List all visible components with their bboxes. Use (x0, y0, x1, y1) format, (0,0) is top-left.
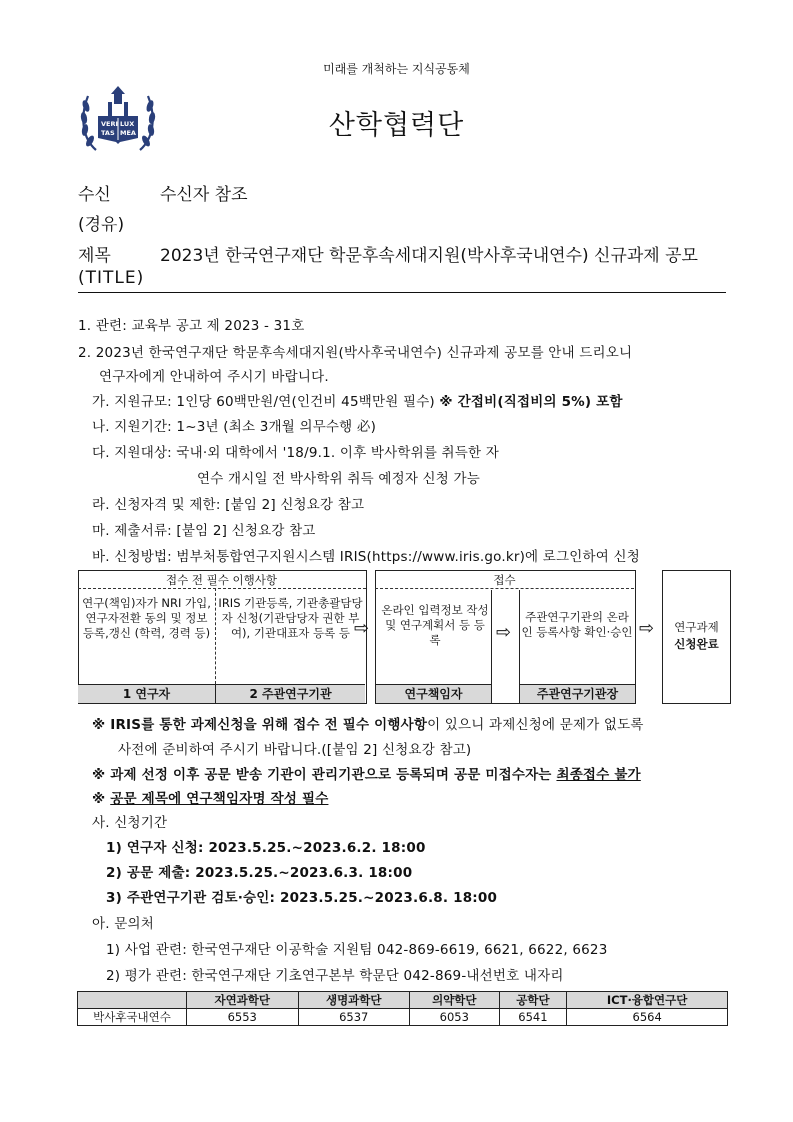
title-label: 제목 (78, 246, 111, 266)
flow-box-online-entry: 온라인 입력정보 작성 및 연구계획서 등 등록 (381, 603, 489, 647)
header-divider (78, 292, 726, 293)
table-header-cell: 의약학단 (410, 992, 500, 1009)
table-row (78, 1009, 728, 1026)
item-na: 나. 지원기간: 1~3년 (최소 3개월 의무수행 必) (92, 419, 377, 435)
extension-table (77, 991, 728, 1026)
table-cell: 박사후국내연수 (78, 1009, 187, 1026)
organization-name: 산학협력단 (328, 110, 465, 141)
item-ga (92, 390, 623, 410)
flow-arrow-icon: ⇨ (354, 618, 370, 639)
contact-evaluation: 2) 평가 관련: 한국연구재단 기초연구본부 학문단 042-869-내선번호 내자리 (106, 968, 564, 984)
flow-label-researcher: 1 연구자 (78, 684, 216, 703)
slogan: 미래를 개척하는 지식공동체 (323, 62, 470, 76)
title-value: 2023년 한국연구재단 학문후속세대지원(박사후국내연수) 신규과제 공모 (160, 246, 698, 266)
item-related: 1. 관련: 교육부 공고 제 2023 - 31호 (78, 318, 305, 334)
table-header-cell: 생명과학단 (298, 992, 410, 1009)
table-cell: 6537 (298, 1009, 410, 1026)
svg-text:VERI: VERI (101, 120, 118, 128)
note-registration: ※ 과제 선정 이후 공문 받송 기관이 관리기관으로 등록되며 공문 미접수자는 최종접수 불가 (92, 767, 641, 783)
svg-text:LUX: LUX (120, 120, 135, 128)
item-ga-text: 가. 지원규모: 1인당 60백만원/연(인건비 45백만원 필수) (92, 394, 440, 410)
flow-complete-line2: 신청완료 (674, 637, 719, 651)
flow-label-institution: 2 주관연구기관 (216, 684, 365, 703)
period-review: 3) 주관연구기관 검토·승인: 2023.5.25.~2023.6.8. 18:00 (106, 890, 498, 906)
table-header-cell: 자연과학단 (187, 992, 299, 1009)
flow-arrow-icon: ⇨ (496, 622, 512, 643)
item-ba: 바. 신청방법: 범부처통합연구지원시스템 IRIS(https://www.iris.go.kr)에 로그인하여 신청 (92, 549, 640, 565)
table-cell: 6053 (410, 1009, 500, 1026)
flow-arrow-icon: ⇨ (639, 618, 655, 639)
flow-box-researcher: 연구(책임)자가 NRI 가입, 연구자전환 동의 및 정보 등록,갱신 (학력, 경력 등) (82, 596, 211, 640)
item-da-line1: 다. 지원대상: 국내·외 대학에서 '18/9.1. 이후 박사학위를 취득한 자 (92, 445, 500, 461)
item-da-line2: 연수 개시일 전 박사학위 취득 예정자 신청 가능 (197, 471, 481, 487)
table-header-cell: 공학단 (499, 992, 567, 1009)
table-header-cell: ICT·융합연구단 (567, 992, 728, 1009)
note-final-no: 최종접수 불가 (556, 767, 641, 783)
flow-box-institution: IRIS 기관등록, 기관총괄담당자 신청(기관담당자 권한 부여), 기관대표자 등록 등 (218, 596, 363, 640)
flow-label-pi: 연구책임자 (376, 684, 492, 703)
table-header-row (78, 992, 728, 1009)
item-2-line1: 2. 2023년 한국연구재단 학문후속세대지원(박사후국내연수) 신규과제 공모를 안내 드리오니 (78, 345, 633, 361)
flow-box-approval: 주관연구기관의 온라인 등록사항 확인·승인 (521, 610, 633, 639)
item-ma: 마. 제출서류: [붙임 2] 신청요강 참고 (92, 523, 316, 539)
svg-text:MEA: MEA (120, 129, 136, 137)
via-label: (경유) (78, 215, 125, 235)
table-cell: 6553 (187, 1009, 299, 1026)
contact-business: 1) 사업 관련: 한국연구재단 이공학술 지원팀 042-869-6619, 6621, 6622, 6623 (106, 942, 608, 958)
flow-label-head: 주관연구기관장 (519, 684, 635, 703)
flow-group1-title: 접수 전 필수 이행사항 (166, 573, 277, 587)
table-header-cell (78, 992, 187, 1009)
svg-text:TAS: TAS (101, 129, 115, 137)
item-ra: 라. 신청자격 및 제한: [붙임 2] 신청요강 참고 (92, 497, 365, 513)
note-iris-line2: 사전에 준비하여 주시기 바랍니다.([붙임 2] 신청요강 참고) (118, 742, 472, 758)
contact-title: 아. 문의처 (92, 916, 154, 932)
item-2-line2: 연구자에게 안내하여 주시기 바랍니다. (99, 369, 329, 385)
item-ga-bold: ※ 간접비(직접비의 5%) 포함 (439, 394, 623, 410)
period-title: 사. 신청기간 (92, 815, 168, 831)
flow-complete-line1: 연구과제 (674, 620, 719, 634)
table-cell: 6541 (499, 1009, 567, 1026)
title-en-label: (TITLE) (78, 268, 145, 288)
flow-group2-title: 접수 (493, 573, 516, 587)
note-title: ※ 공문 제목에 연구책임자명 작성 필수 (92, 791, 329, 807)
period-document: 2) 공문 제출: 2023.5.25.~2023.6.3. 18:00 (106, 865, 413, 881)
period-researcher: 1) 연구자 신청: 2023.5.25.~2023.6.2. 18:00 (106, 840, 426, 856)
note-iris: ※ IRIS를 통한 과제신청을 위해 접수 전 필수 이행사항이 있으니 과제신청에 문제가 없도록 (92, 717, 644, 733)
recipient-label: 수신 (78, 185, 111, 205)
table-cell: 6564 (567, 1009, 728, 1026)
recipient-value: 수신자 참조 (160, 185, 248, 205)
note-iris-bold: IRIS를 통한 과제신청을 위해 접수 전 필수 이행사항 (110, 717, 428, 733)
